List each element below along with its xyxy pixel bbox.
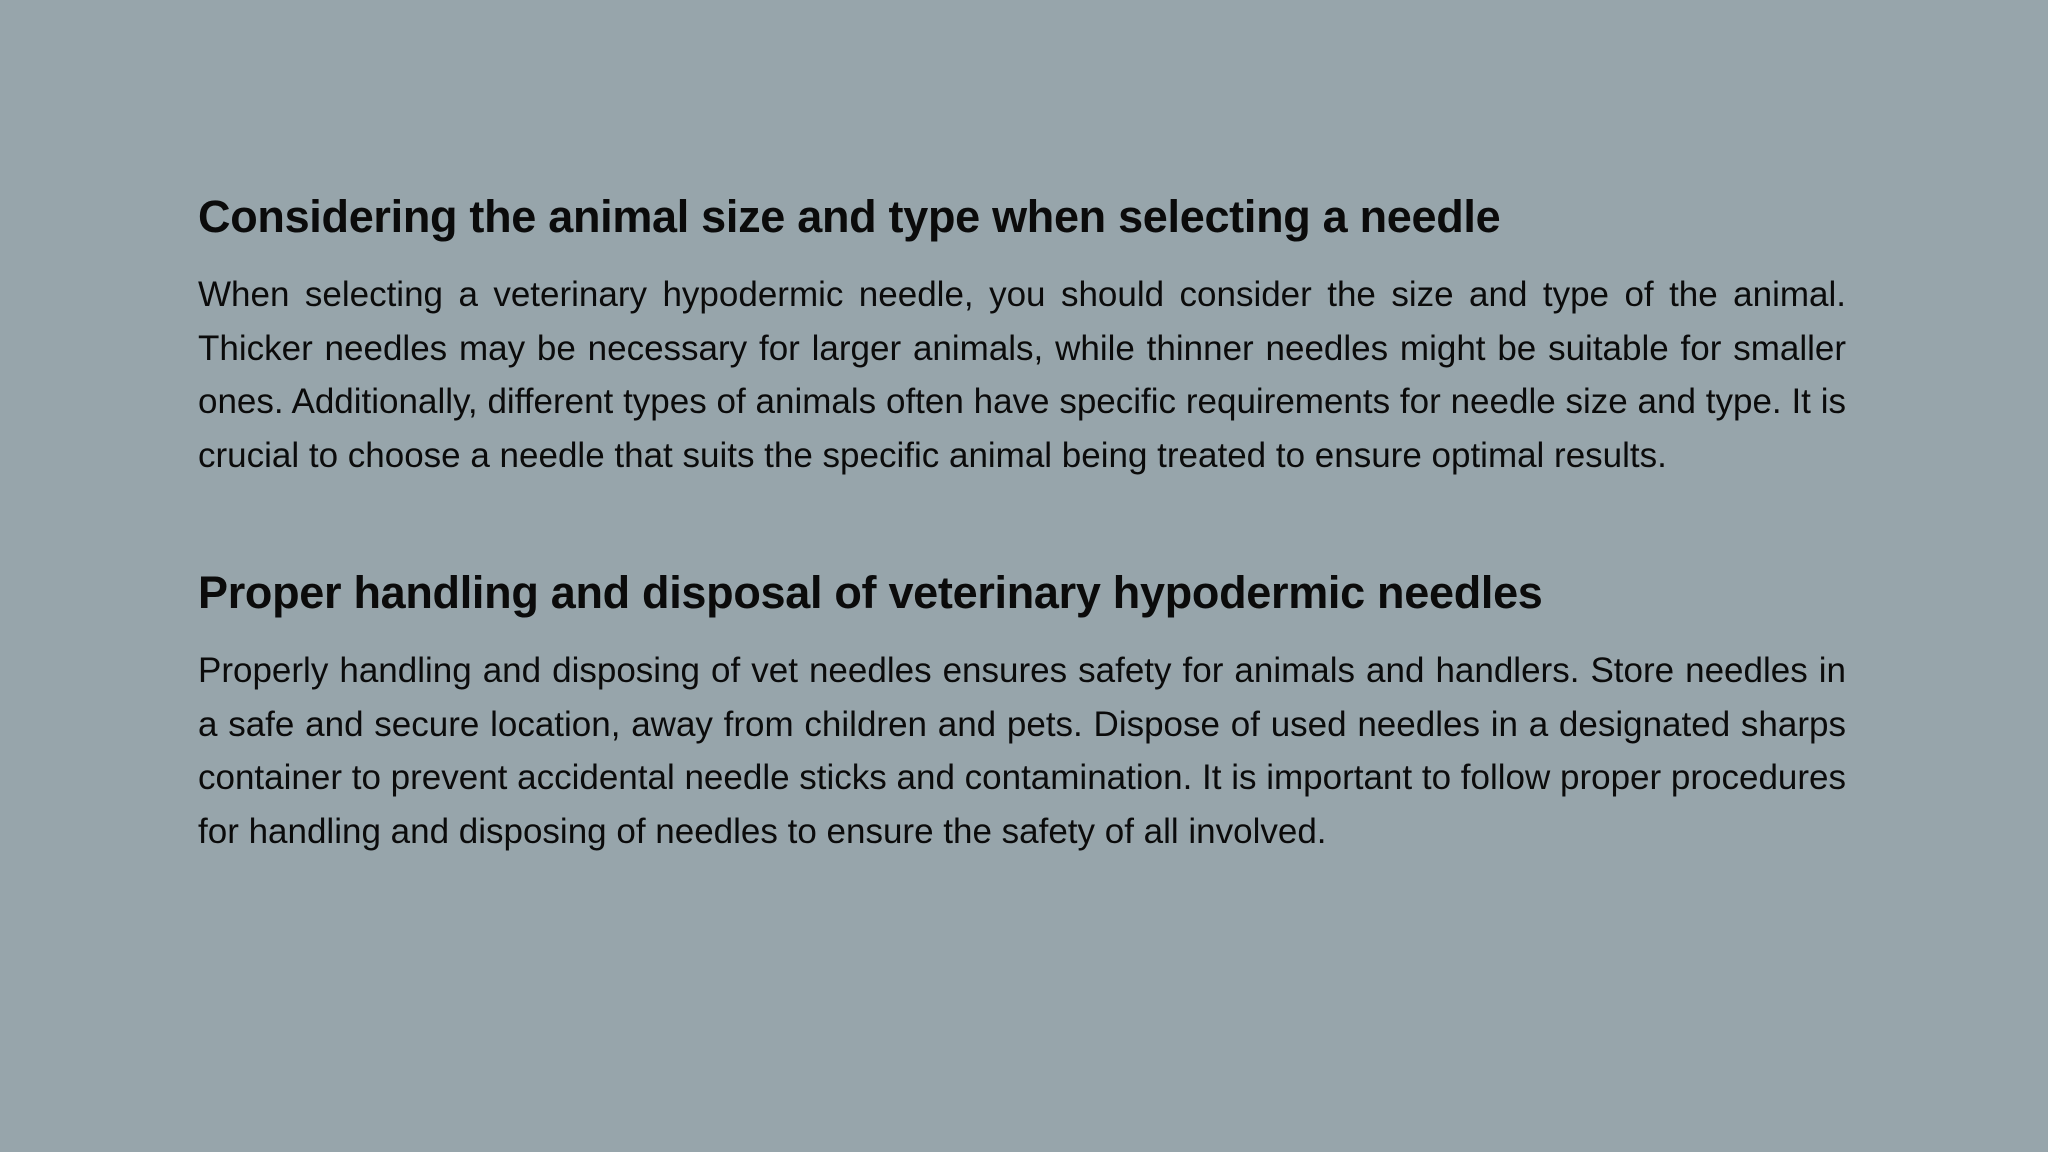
section-animal-size: [198, 186, 1846, 482]
section-heading: Considering the animal size and type when selecting a needle: [198, 191, 1501, 242]
section-body: Properly handling and disposing of vet needles ensures safety for animals and handlers. Store needles in a safe and secure location, away from children and pets. Dispose of used needles in a designated sharps container to prevent accidental needle sticks and contamination. It is important to follow proper procedures for handling and disposing of needles to ensure the safety of all involved.: [198, 651, 1846, 851]
section-body: When selecting a veterinary hypodermic needle, you should consider the size and type of the animal. Thicker needles may be necessary for larger animals, while thinner needles might be suitable for smaller ones. Additionally, different types of animals often have specific requirements for needle size and type. It is crucial to choose a needle that suits the specific animal being treated to ensure optimal results.: [198, 275, 1846, 475]
slide-content: [198, 186, 1846, 858]
section-heading: Proper handling and disposal of veterinary hypodermic needles: [198, 567, 1543, 618]
section-handling-disposal: [198, 562, 1846, 858]
